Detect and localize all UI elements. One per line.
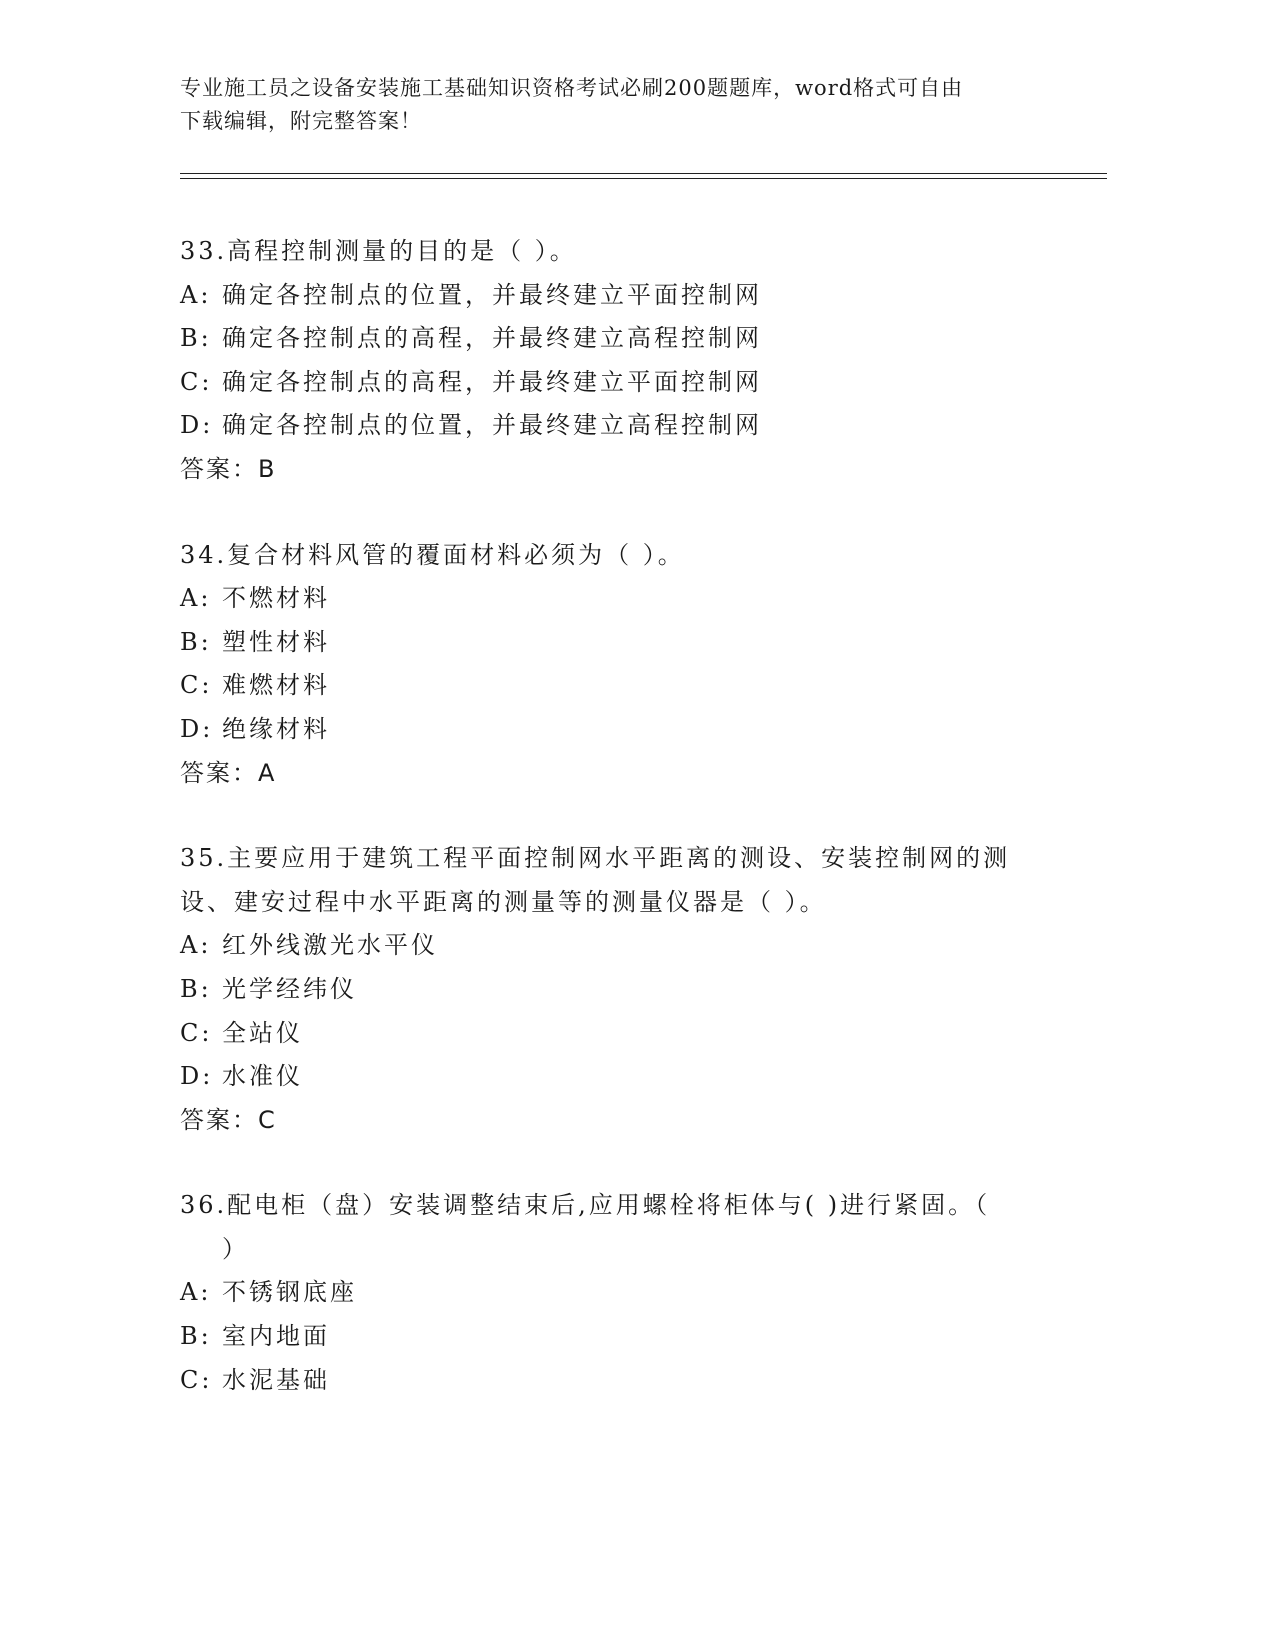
option-b xyxy=(180,968,1060,1012)
option-c xyxy=(180,1012,1060,1056)
option-text: 确定各控制点的高程，并最终建立高程控制网 xyxy=(222,324,762,353)
option-key: C: xyxy=(180,367,213,396)
question-stem-line: 35.主要应用于建筑工程平面控制网水平距离的测设、安装控制网的测 xyxy=(180,844,1011,873)
question-list xyxy=(180,230,1060,1444)
option-key: A: xyxy=(180,1278,212,1307)
header-divider-top xyxy=(180,173,1107,174)
option-a xyxy=(180,577,1060,621)
question-stem-line: 36.配电柜（盘）安装调整结束后,应用螺栓将柜体与( )进行紧固。（ xyxy=(180,1191,991,1220)
question-stem-line: ） xyxy=(222,1234,249,1263)
option-d xyxy=(180,708,1060,752)
answer-line: 答案：C xyxy=(180,1105,277,1134)
option-text: 确定各控制点的位置，并最终建立高程控制网 xyxy=(222,411,762,440)
question-35 xyxy=(180,837,1060,1142)
answer-line: 答案：A xyxy=(180,758,277,787)
option-text: 红外线激光水平仪 xyxy=(222,931,438,960)
option-a xyxy=(180,924,1060,968)
option-d xyxy=(180,404,1060,448)
option-key: B: xyxy=(180,1322,212,1351)
option-key: B: xyxy=(180,974,212,1003)
option-key: D: xyxy=(180,411,214,440)
question-36 xyxy=(180,1184,1060,1402)
question-33 xyxy=(180,230,1060,492)
option-c xyxy=(180,664,1060,708)
option-key: C: xyxy=(180,1365,213,1394)
option-key: B: xyxy=(180,627,212,656)
option-b xyxy=(180,621,1060,665)
option-key: A: xyxy=(180,931,212,960)
option-key: A: xyxy=(180,280,212,309)
option-b xyxy=(180,317,1060,361)
question-stem xyxy=(180,837,1060,924)
option-a xyxy=(180,274,1060,318)
option-text: 室内地面 xyxy=(222,1322,330,1351)
option-key: C: xyxy=(180,1018,213,1047)
option-key: D: xyxy=(180,1062,214,1091)
question-stem-line: 34.复合材料风管的覆面材料必须为（ ）。 xyxy=(180,540,685,569)
question-stem-line: 33.高程控制测量的目的是（ ）。 xyxy=(180,237,577,265)
option-key: A: xyxy=(180,584,212,613)
option-text: 确定各控制点的高程，并最终建立平面控制网 xyxy=(222,367,762,396)
question-stem xyxy=(180,534,1060,578)
option-text: 光学经纬仪 xyxy=(222,974,357,1003)
option-c xyxy=(180,361,1060,405)
question-34 xyxy=(180,534,1060,796)
option-text: 绝缘材料 xyxy=(222,714,330,743)
option-text: 难燃材料 xyxy=(222,671,330,700)
option-text: 不锈钢底座 xyxy=(222,1278,357,1307)
option-key: C: xyxy=(180,671,213,700)
option-c xyxy=(180,1359,1060,1403)
question-stem-line: 设、建安过程中水平距离的测量等的测量仪器是（ ）。 xyxy=(180,887,827,916)
option-text: 水泥基础 xyxy=(222,1365,330,1394)
option-text: 塑性材料 xyxy=(222,627,330,656)
option-text: 不燃材料 xyxy=(222,584,330,613)
option-b xyxy=(180,1315,1060,1359)
option-key: D: xyxy=(180,714,214,743)
option-text: 全站仪 xyxy=(222,1018,303,1047)
header-line-2: 下载编辑，附完整答案！ xyxy=(180,109,422,133)
option-key: B: xyxy=(180,324,212,353)
answer-line: 答案：B xyxy=(180,454,277,483)
question-stem xyxy=(180,230,1060,274)
header-line-1: 专业施工员之设备安装施工基础知识资格考试必刷200题题库，word格式可自由 xyxy=(180,76,964,100)
option-text: 确定各控制点的位置，并最终建立平面控制网 xyxy=(222,280,762,309)
option-d xyxy=(180,1055,1060,1099)
option-a xyxy=(180,1271,1060,1315)
option-text: 水准仪 xyxy=(222,1062,303,1091)
question-stem xyxy=(180,1184,1060,1271)
document-header xyxy=(180,72,1060,138)
header-divider-bottom xyxy=(180,178,1107,179)
